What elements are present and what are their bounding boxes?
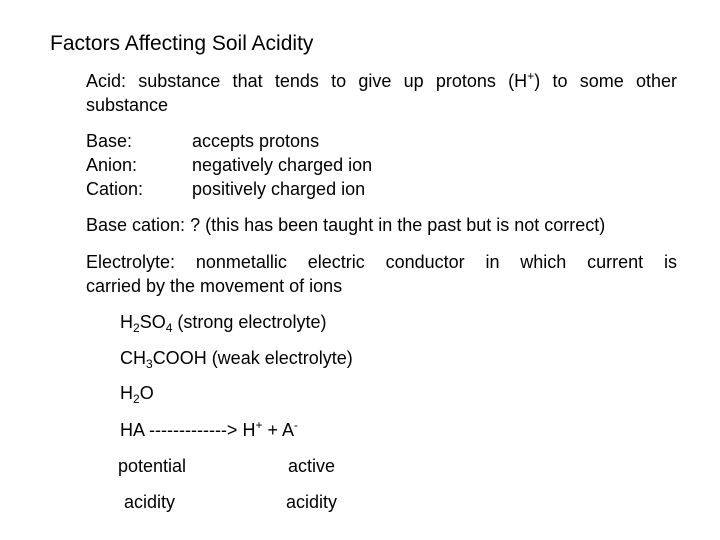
def-cation: positively charged ion (192, 179, 366, 199)
example-h2o: $H_2O$ (120, 383, 154, 406)
acid-definition-line-2: substance (86, 95, 169, 115)
example-h2so4: $H_2SO_4$ (strong electrolyte) (120, 312, 327, 335)
electrolyte-line-2: carried by the movement of ions (86, 276, 343, 296)
term-base: Base: (86, 131, 133, 151)
label-acidity-left: acidity (124, 492, 176, 512)
def-base: accepts protons (192, 131, 320, 151)
def-anion: negatively charged ion (192, 155, 373, 175)
term-cation: Cation: (86, 179, 144, 199)
label-active: active (288, 456, 336, 476)
page-title: Factors Affecting Soil Acidity (50, 32, 314, 55)
acid-text-end: ) to some other (534, 71, 677, 91)
acid-definition-line-1 (86, 69, 677, 91)
proton-charge: + (527, 69, 535, 83)
acid-text: Acid: substance that tends to give up protons (H (86, 71, 528, 91)
label-potential: potential (118, 456, 187, 476)
electrolyte-line-1: Electrolyte: nonmetallic electric conductor in which current is (86, 252, 677, 272)
term-anion: Anion: (86, 155, 138, 175)
dissociation-reaction: HA -------------> H+ + A- (120, 418, 298, 440)
label-acidity-right: acidity (286, 492, 338, 512)
base-cation-note: Base cation: ? (this has been taught in the past but is not correct) (86, 215, 606, 235)
example-ch3cooh: $CH_3COOH$ (weak electrolyte) (120, 348, 353, 371)
